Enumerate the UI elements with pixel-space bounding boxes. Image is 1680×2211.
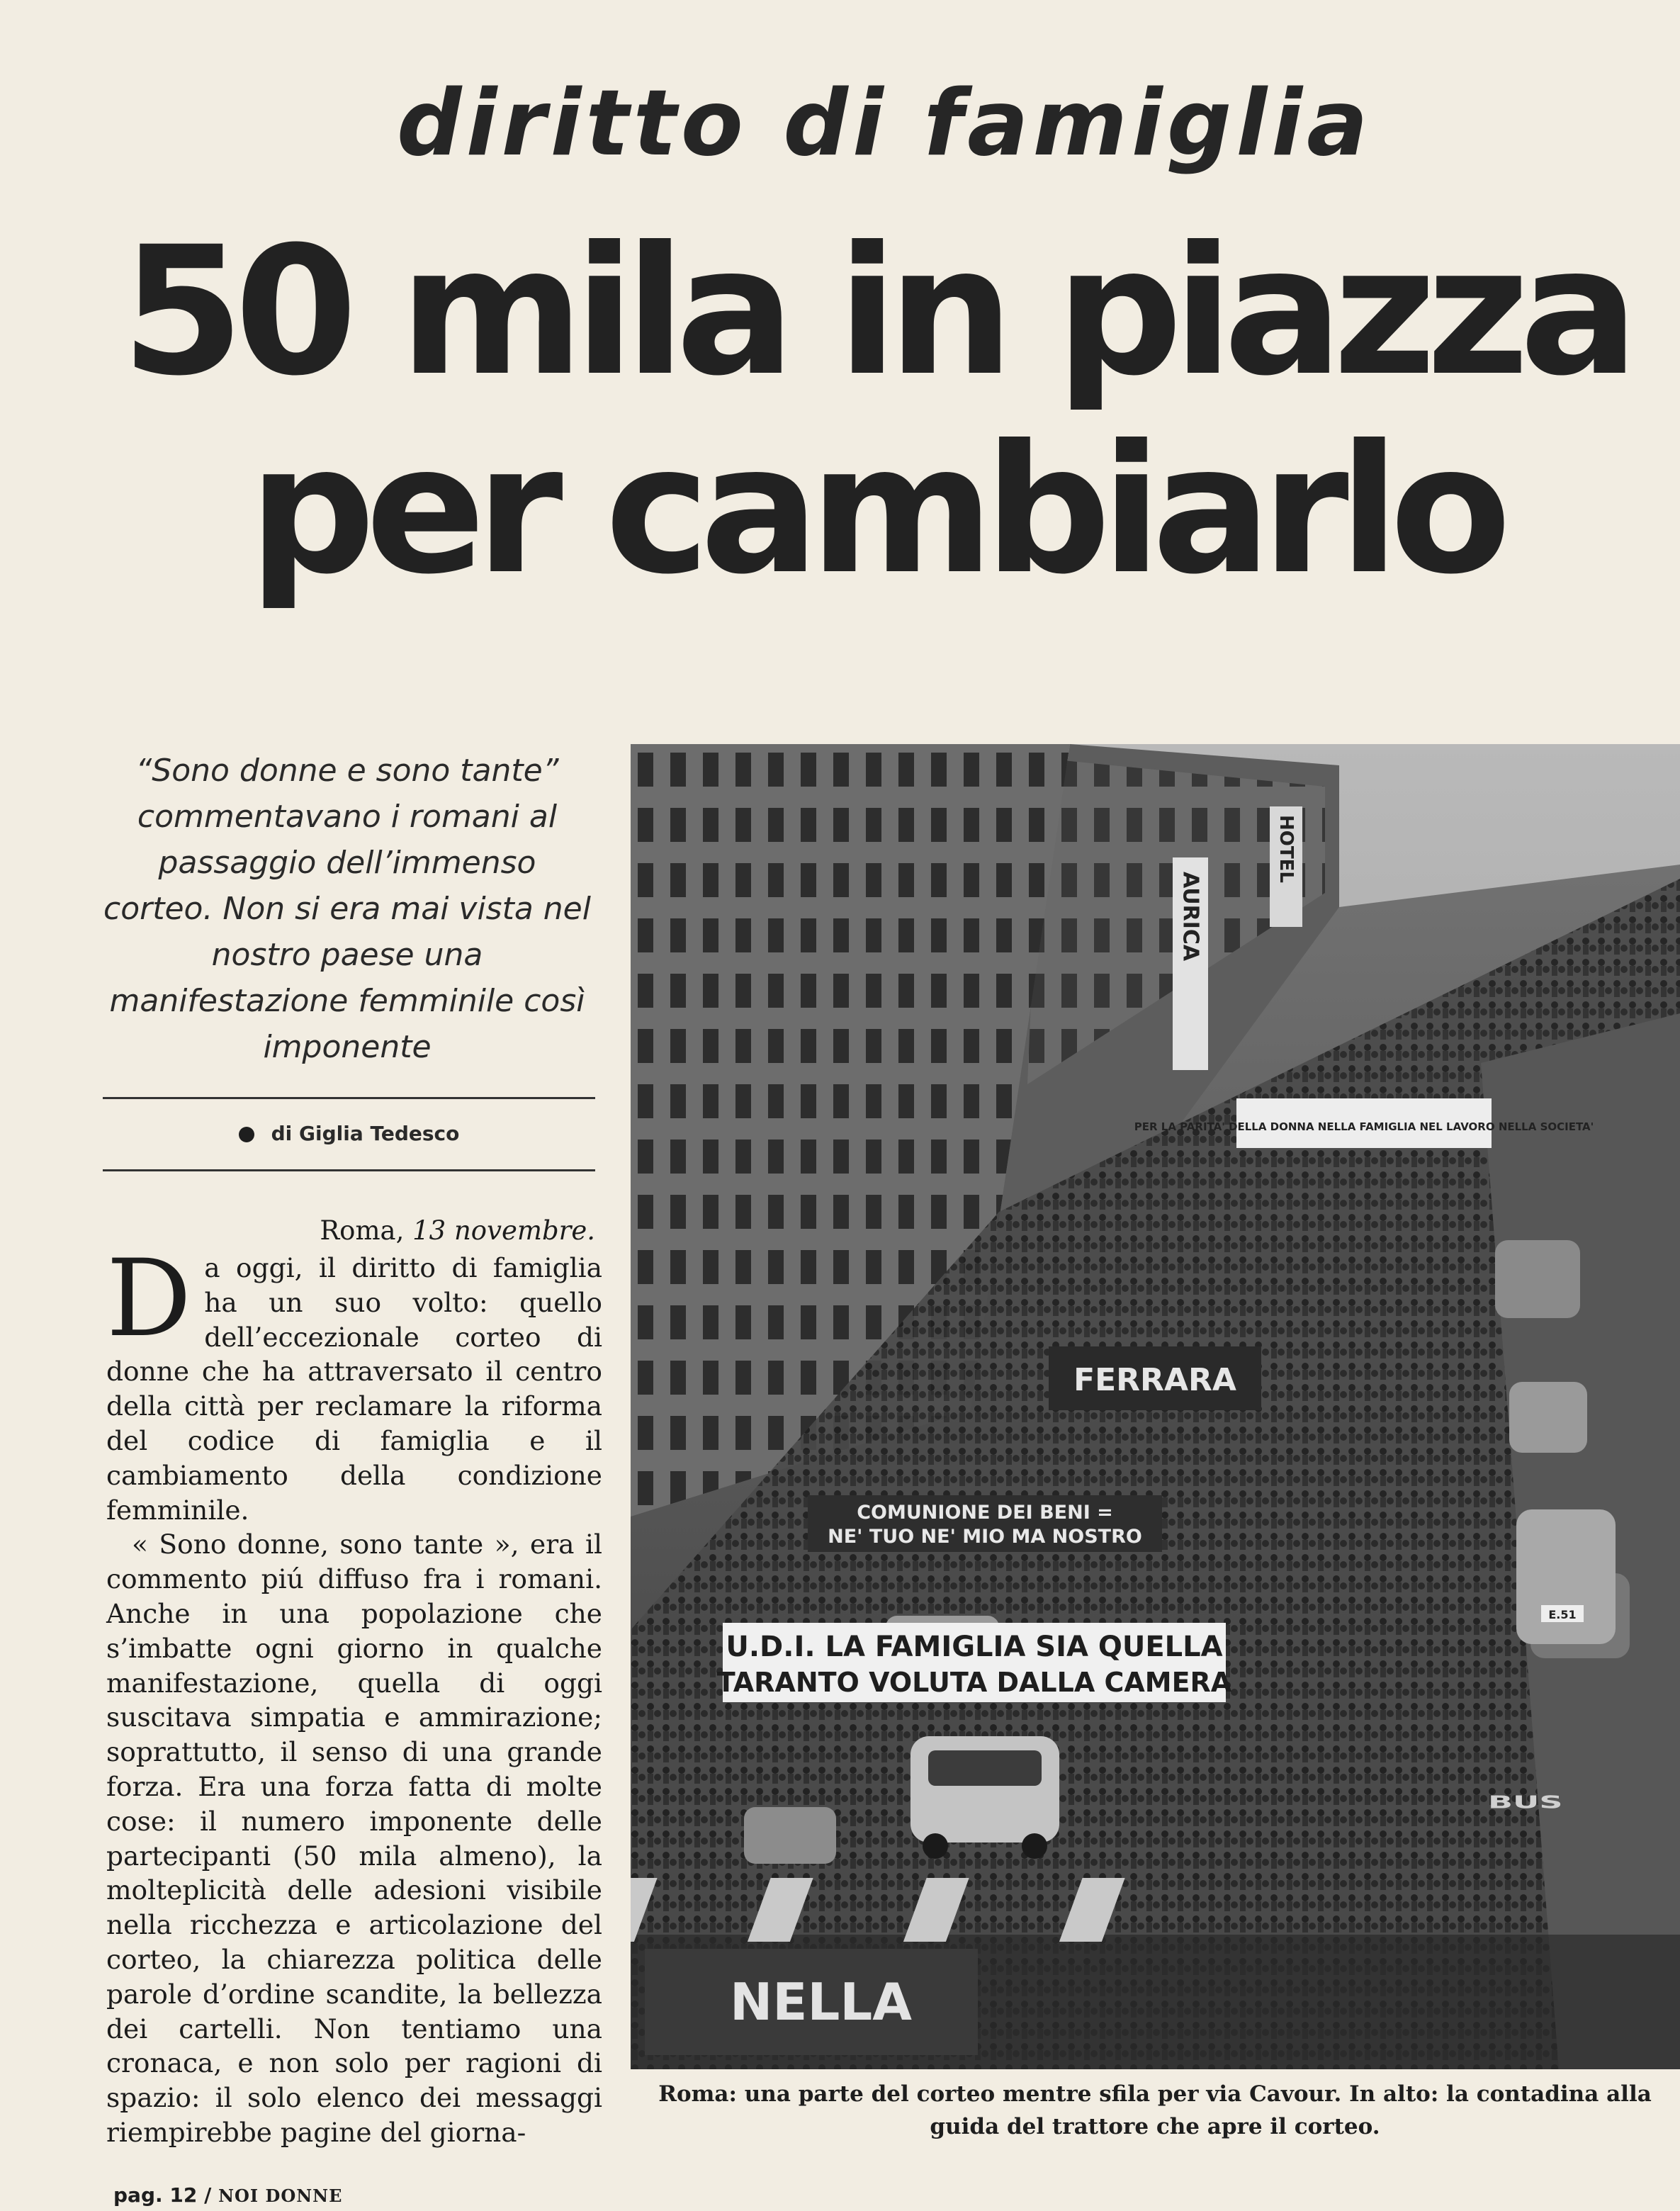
photo-caption: Roma: una parte del corteo mentre sfila per via Cavour. In alto: la contadina alla guida del trattore che apre il corteo. xyxy=(658,2081,1652,2139)
hotel-sign-text: HOTEL xyxy=(1275,815,1297,883)
article-body xyxy=(106,1237,602,2150)
bullet-icon xyxy=(239,1127,254,1142)
page-footer xyxy=(113,2183,342,2211)
nella-banner xyxy=(645,1949,978,2055)
parita-banner-text: PER LA PARITA' DELLA DONNA NELLA FAMIGLIA NEL LAVORO NELLA SOCIETA' xyxy=(1134,1120,1594,1133)
byline xyxy=(103,1122,595,1145)
headline-line-2: per cambiarlo xyxy=(248,407,1502,613)
headline xyxy=(71,208,1679,613)
udi-banner-line-1: U.D.I. LA FAMIGLIA SIA QUELLA xyxy=(726,1631,1223,1663)
parked-car xyxy=(1516,1509,1616,1644)
byline-rule-top xyxy=(103,1097,595,1099)
dateline xyxy=(298,1215,595,1247)
hotel-sign xyxy=(1270,806,1302,927)
magazine-logo: NOI DONNE xyxy=(218,2185,343,2206)
article-paragraph-1 xyxy=(106,1237,602,1527)
ferrara-banner-text: FERRARA xyxy=(1073,1362,1236,1398)
ferrara-banner xyxy=(1049,1346,1261,1410)
comunione-banner-line-1: COMUNIONE DEI BENI = xyxy=(857,1502,1113,1524)
headline-line-1: 50 mila in piazza xyxy=(120,208,1630,415)
aurica-sign xyxy=(1173,857,1208,1070)
page-number: pag. 12 xyxy=(113,2183,198,2207)
byline-text: di Giglia Tedesco xyxy=(271,1122,460,1145)
drop-cap: D xyxy=(106,1237,192,1361)
standfirst: “Sono donne e sono tante” commentavano i romani al passaggio dell’immenso corteo. Non si era mai vista nel nostro paese una manifestazione femminile così imponente xyxy=(103,753,591,1065)
footer-separator: / xyxy=(204,2183,212,2207)
comunione-banner xyxy=(808,1495,1162,1552)
udi-banner xyxy=(717,1623,1232,1702)
car-plate-text: E.51 xyxy=(1548,1608,1577,1621)
lead-car xyxy=(911,1736,1059,1859)
dateline-date: 13 novembre. xyxy=(412,1215,595,1246)
article-paragraph-2: « Sono donne, sono tante », era il commento piú diffuso fra i romani. Anche in una popolazione che s’imbatte ogni giorno in qualche manifestazione, quella di oggi suscitava simpatia e ammirazione; soprattutto, il senso di una grande forza. Era una forza fatta di molte cose: il numero imponente delle partecipanti (50 mila almeno), la molteplicità delle adesioni visibile nella ricchezza e articolazione del corteo, la chiarezza politica delle parole d’ordine scandite, la bellezza dei cartelli. Non tentiamo una cronaca, e non solo per ragioni di spazio: il solo elenco dei messaggi riempirebbe pagine del giorna- xyxy=(106,1529,602,2148)
nella-banner-text: NELLA xyxy=(730,1972,912,2032)
udi-banner-line-2: TARANTO VOLUTA DALLA CAMERA xyxy=(716,1667,1232,1698)
comunione-banner-line-2: NE' TUO NE' MIO MA NOSTRO xyxy=(828,1526,1142,1548)
dateline-place: Roma, xyxy=(320,1215,405,1246)
bus-lane-marking: BUS xyxy=(1488,1791,1563,1813)
section-kicker: diritto di famiglia xyxy=(397,71,1372,176)
paragraph-1-text: a oggi, il diritto di famiglia ha un suo volto: quello dell’eccezionale corteo di donne che ha attraversato il centro della città per reclamare la riforma del codice di famiglia e il cambiamento della condizione femminile. xyxy=(106,1252,602,1526)
aurica-sign-text: AURICA xyxy=(1178,872,1203,962)
protest-photo xyxy=(631,744,1680,2069)
byline-rule-bottom xyxy=(103,1169,595,1171)
